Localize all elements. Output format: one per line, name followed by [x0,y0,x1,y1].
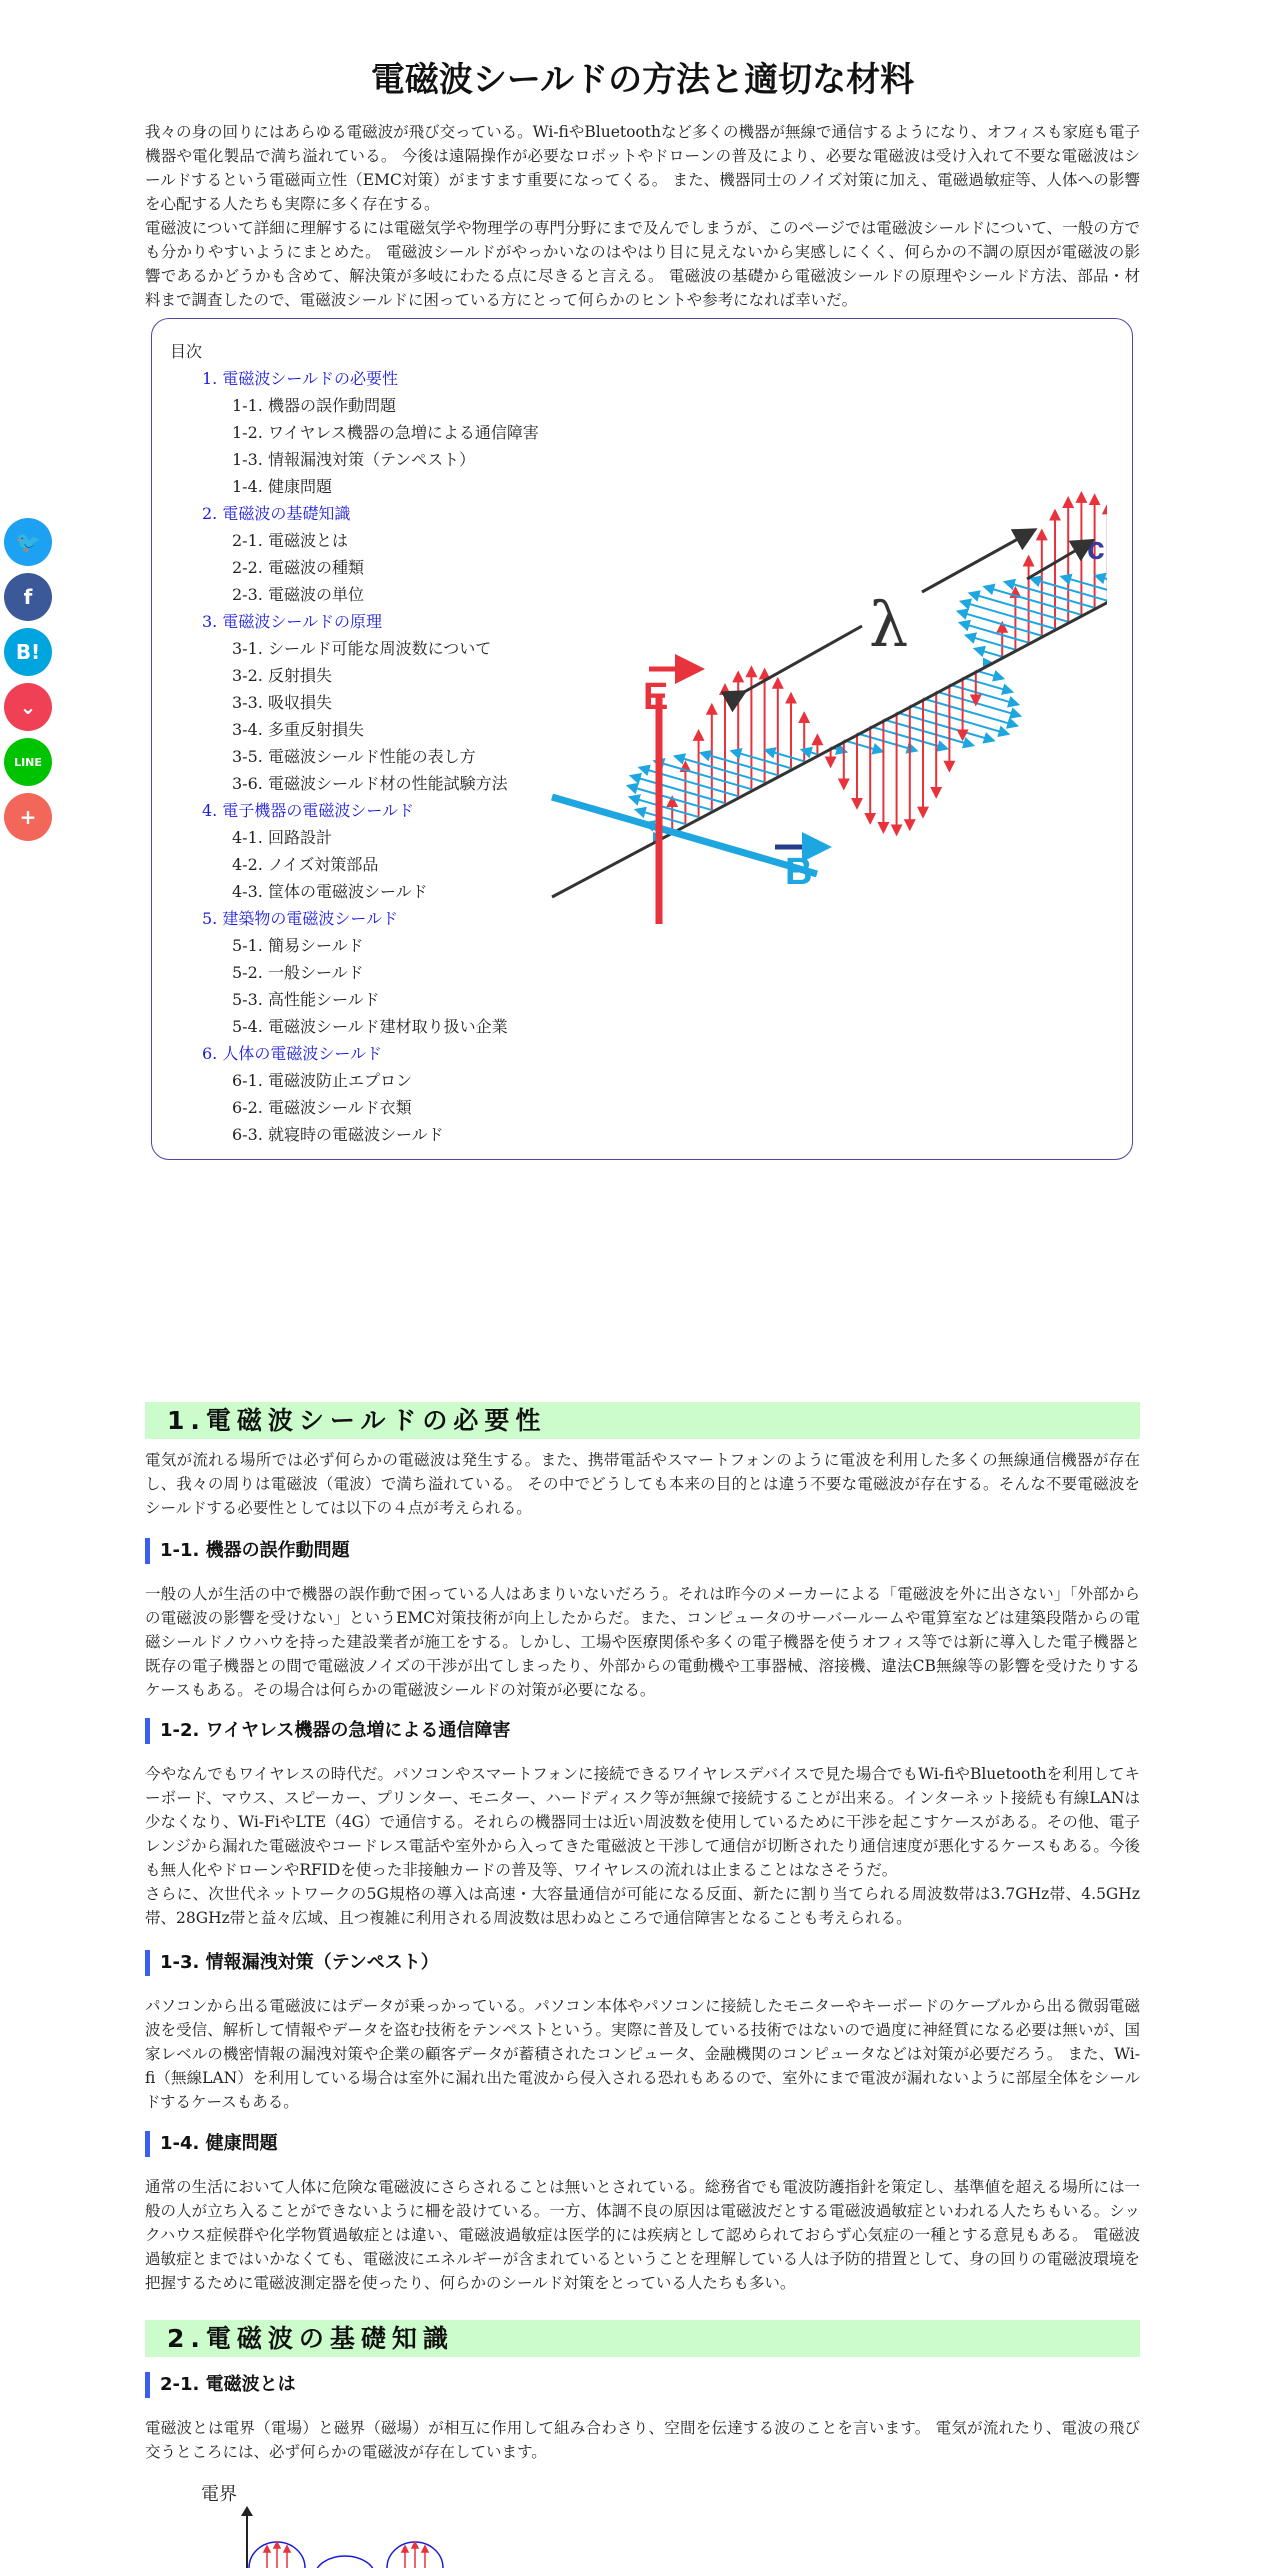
toc-section-link-2[interactable]: 2. 電磁波の基礎知識 [202,504,351,523]
line-icon: LINE [14,755,42,769]
share-button-facebook[interactable] [4,573,52,621]
toc-section-link-1[interactable]: 1. 電磁波シールドの必要性 [202,369,399,388]
intro-paragraph-1: 我々の身の回りにはあらゆる電磁波が飛び交っている。Wi-fiやBluetoothなど多くの機器が無線で通信するようになり、オフィスも家庭も電子機器や電化製品で満ち溢れている。 今後は遠隔操作が必要なロボットやドローンの普及により、必要な電磁波は受け入れて不要な電磁波はシールドするという電磁両立性（EMC対策）がますます重要になってくる。 また、機器同士のノイズ対策に加え、電磁過敏症等、人体への影響を心配する人たちも実際に多く存在する。 [145,123,1140,213]
share-button-line[interactable] [4,738,52,786]
toc-subsection-link-3-5[interactable]: 3-5. 電磁波シールド性能の表し方 [232,747,476,766]
twitter-icon: 🐦 [15,530,41,554]
toc-subsection-link-5-1[interactable]: 5-1. 簡易シールド [232,936,364,955]
figure-axis-label: 電界 [201,2484,237,2505]
toc-subsection-link-3-6[interactable]: 3-6. 電磁波シールド材の性能試験方法 [232,774,508,793]
b-field-arrow [769,751,804,761]
toc-subsection-link-4-3[interactable]: 4-3. 筐体の電磁波シールド [232,882,428,901]
subsection-1-1-heading: 1-1. 機器の誤作動問題 [145,1538,1140,1564]
b-field-arrow [844,740,879,750]
b-field-arrow [1099,577,1107,587]
b-field-arrow [949,685,1014,704]
b-field-arrow [1065,578,1107,594]
intro-paragraph-2: 電磁波について詳細に理解するには電磁気学や物理学の専門分野にまで及んでしまうが、このページでは電磁波シールドについて、一般の方でも分かりやすいようにまとめた。 電磁波シールドがやっかいなのはやはり目に見えないから実感しにくく、何らかの不調の原因が電磁波の影響であるかどうかも含めて、解決策が多岐にわたる点に尽きると言える。 電磁波の基礎から電磁波シールドの原理やシールド方法、部品・材料まで調査したので、電磁波シールドに困っている方にとって何らかのヒントや参考になれば幸いだ。 [145,219,1140,309]
wavelength-label: λ [869,588,909,661]
b-field-arrow [870,726,943,747]
b-field-arrow [705,754,778,775]
toc-subsection-link-5-4[interactable]: 5-4. 電磁波シールド建材取り扱い企業 [232,1017,508,1036]
electromagnetic-wave-diagram [547,419,1107,939]
share-button-twitter[interactable] [4,518,52,566]
toc-list [152,365,539,1148]
toc-subsection-link-5-2[interactable]: 5-2. 一般シールド [232,963,364,982]
b-field-arrow [910,705,1005,732]
subsection-1-2-text-1: 今やなんでもワイヤレスの時代だ。パソコンやスマートフォンに接続できるワイヤレスデバイスで見た場合でもWi-fiやBluetoothを利用してキーボード、マウス、スピーカー、プリンター、モニター、ハードディスク等が無線で接続することが出来る。インターネット接続も有線LANは少なくなり、Wi-FiやLTE（4G）で通信する。それらの機器同士は近い周波数を使用しているために干渉を起こすケースがある。その他、電子レンジから漏れた電磁波やコードレス電話や室外から入ってきた電磁波と干渉して通信が切断されたり通信速度が悪化するケースもある。今後も無人化やドローンやRFIDを使った非接触カードの普及等、ワイヤレスの流れは止まることはなさそうだ。 [145,1765,1140,1879]
subsection-1-4-text: 通常の生活において人体に危険な電磁波にさらされることは無いとされている。総務省でも電波防護指針を策定し、基準値を超える場所には一般の人が立ち入ることができないように柵を設けている。一方、体調不良の原因は電磁波だとする電磁波過敏症といわれる人たちもいる。シックハウス症候群や化学物質過敏症とは違い、電磁波過敏症は医学的には疾病として認められておらず心気症の一種とする意見もある。 電磁波過敏症とまではいかなくても、電磁波にエネルギーが含まれているということを理解している人は予防的措置として、身の回りの電磁波環境を把握するために電磁波測定器を使ったり、何らかのシールド対策をとっている人たちも多い。 [145,2178,1140,2292]
b-field-arrow [963,678,1009,691]
subsection-1-4-heading: 1-4. 健康問題 [145,2131,1140,2157]
toc-section-link-3[interactable]: 3. 電磁波シールドの原理 [202,612,383,631]
table-of-contents [151,318,1133,1160]
subsection-1-2-text-2: さらに、次世代ネットワークの5G規格の導入は高速・大容量通信が可能になる反面、新たに割り当てられる周波数帯は3.7GHz帯、4.5GHz帯、28GHz帯と益々広域、且つ複雑に利用される周波数は思わぬところで通信障害となることも考えられる。 [145,1885,1140,1927]
electric-field-figure [185,2470,505,2568]
section-1-intro: 電気が流れる場所では必ず何らかの電磁波は発生する。また、携帯電話やスマートフォンのように電波を利用した多くの無線通信機器が存在し、我々の周りは電磁波（電波）で満ち溢れている。 その中でどうしても本来の目的とは違う不要な電磁波が存在する。そんな不要電磁波をシールドする必要性としては以下の４点が考えられる。 [145,1451,1140,1517]
b-field-arrow [805,751,817,754]
toc-subsection-link-6-3[interactable]: 6-3. 就寝時の電磁波シールド [232,1125,444,1144]
toc-subsection-link-3-4[interactable]: 3-4. 多重反射損失 [232,720,364,739]
toc-subsection-link-3-1[interactable]: 3-1. シールド可能な周波数について [232,639,492,658]
toc-subsection-link-1-3[interactable]: 1-3. 情報漏洩対策（テンペスト） [232,450,476,469]
pocket-icon: ⌄ [19,695,37,719]
toc-subsection-link-5-3[interactable]: 5-3. 高性能シールド [232,990,380,1009]
toc-subsection-link-6-1[interactable]: 6-1. 電磁波防止エプロン [232,1071,412,1090]
share-button-pocket[interactable] [4,683,52,731]
toc-section-link-5[interactable]: 5. 建築物の電磁波シールド [202,909,399,928]
b-field-arrow [979,650,1003,657]
toc-subsection-link-1-2[interactable]: 1-2. ワイヤレス機器の急増による通信障害 [232,423,539,442]
e-field-label: E [643,676,669,718]
b-field-arrow [634,798,699,817]
toc-subsection-link-3-3[interactable]: 3-3. 吸収損失 [232,693,332,712]
toc-heading: 目次 [170,342,203,361]
wave-field-arrows [632,497,1107,838]
toc-section-link-4[interactable]: 4. 電子機器の電磁波シールド [202,801,415,820]
page-title: 電磁波シールドの方法と適切な材料 [370,60,915,100]
propagation-axis [552,539,1107,897]
subsection-1-2-heading: 1-2. ワイヤレス機器の急増による通信障害 [145,1718,1140,1744]
toc-subsection-link-1-4[interactable]: 1-4. 健康問題 [232,477,332,496]
b-field-arrow [973,594,1068,621]
subsection-2-1-text: 電磁波とは電界（電場）と磁界（磁場）が相互に作用して組み合わさり、空間を伝達する波のことを言います。 電気が流れたり、電波の飛び交うところには、必ず何らかの電磁波が存在しています。 [145,2419,1140,2461]
toc-subsection-link-6-2[interactable]: 6-2. 電磁波シールド衣類 [232,1098,412,1117]
toc-subsection-link-2-2[interactable]: 2-2. 電磁波の種類 [232,558,364,577]
toc-subsection-link-2-1[interactable]: 2-1. 電磁波とは [232,531,348,550]
toc-section-link-6[interactable]: 6. 人体の電磁波シールド [202,1044,383,1063]
hatena-bookmark-icon: B! [15,640,41,664]
subsection-1-1-text: 一般の人が生活の中で機器の誤作動で困っている人はあまりいないだろう。それは昨今のメーカーによる「電磁波を外に出さない」「外部からの電磁波の影響を受けない」というEMC対策技術が向上したからだ。また、コンピュータのサーバールームや電算室などは建築段階からの電磁シールドノウハウを持った建設業者が施工をする。しかし、工場や医療関係や多くの電子機器を使うオフィス等では新に導入した電子機器と既存の電子機器との間で電磁波ノイズの干渉が出てしまったり、外部からの電動機や工事器械、溶接機、違法CB無線等の影響を受けたりするケースもある。その場合は何らかの電磁波シールドの対策が必要になる。 [145,1585,1140,1699]
toc-subsection-link-2-3[interactable]: 2-3. 電磁波の単位 [232,585,364,604]
toc-subsection-link-4-1[interactable]: 4-1. 回路設計 [232,828,332,847]
b-field-arrow [964,624,1029,643]
b-field-arrow [970,636,1016,649]
facebook-icon: f [23,585,33,609]
plus-icon: + [19,805,37,829]
subsection-2-1-heading: 2-1. 電磁波とは [145,2372,1140,2398]
toc-subsection-link-3-2[interactable]: 3-2. 反射損失 [232,666,332,685]
speed-label: c [1087,530,1105,566]
b-field-arrow [1035,580,1107,601]
subsection-1-3-text: パソコンから出る電磁波にはデータが乗っかっている。パソコン本体やパソコンに接続したモニターやキーボードのケーブルから出る微弱電磁波を受信、解析して情報やデータを盗む技術をテンペストという。実際に普及している技術ではないので過度に神経質になる必要は無いが、国家レベルの機密情報の漏洩対策や企業の顧客データが蓄積されたコンピュータ、金融機関のコンピュータなどは対策が必要だろう。 また、Wi-fi（無線LAN）を利用している場合は室外に漏れ出た電波から侵入される恐れもあるので、室外にまで電波が漏れないように部屋全体をシールドするケースもある。 [145,1997,1140,2111]
subsection-1-3-heading: 1-3. 情報漏洩対策（テンペスト） [145,1950,1140,1976]
share-button-plus[interactable] [4,793,52,841]
share-button-hatena-bookmark[interactable] [4,628,52,676]
toc-subsection-link-1-1[interactable]: 1-1. 機器の誤作動問題 [232,396,396,415]
toc-subsection-link-4-2[interactable]: 4-2. ノイズ対策部品 [232,855,379,874]
b-field-label: B [785,851,813,893]
section-1-heading: 1.電磁波シールドの必要性 [145,1402,1140,1439]
section-2-heading: 2.電磁波の基礎知識 [145,2320,1140,2357]
